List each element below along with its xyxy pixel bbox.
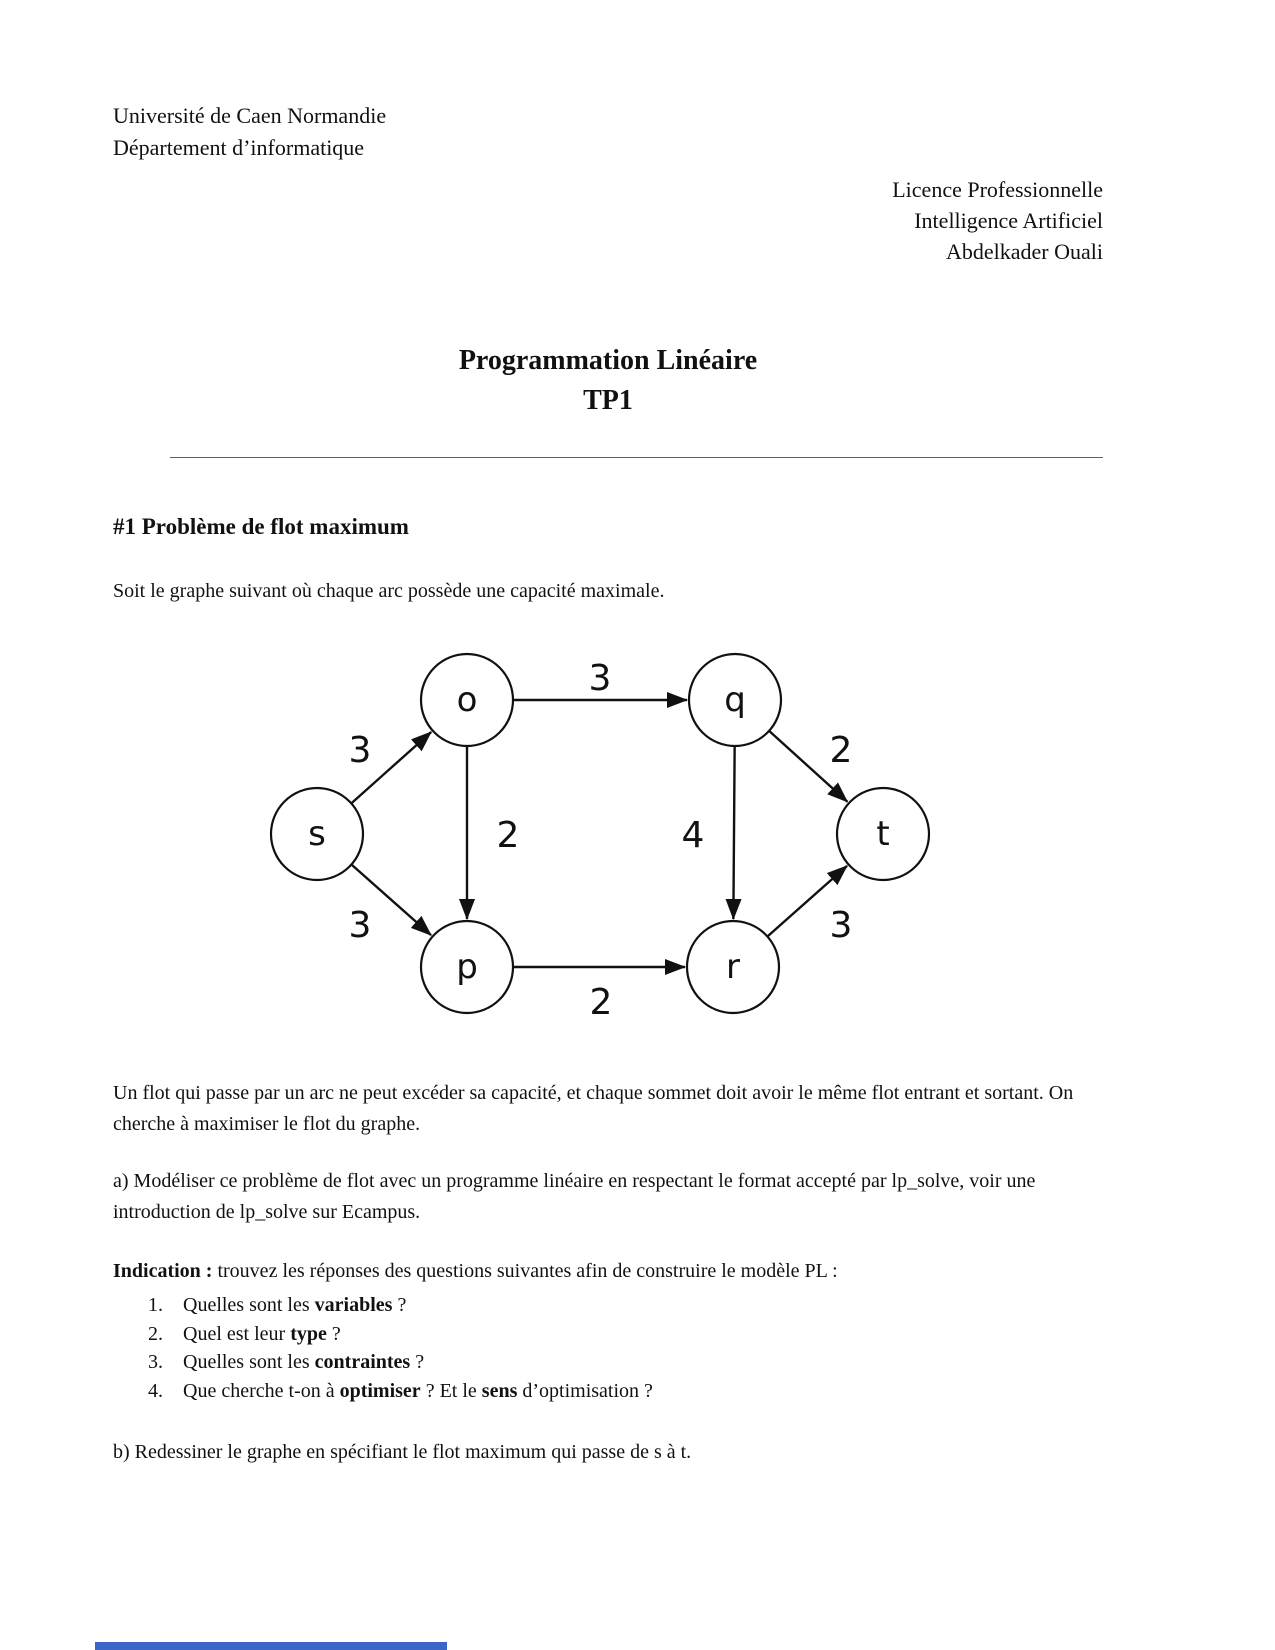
indication-paragraph: [113, 1256, 1103, 1287]
question-text: Quelles sont les: [183, 1294, 315, 1316]
question-keyword: optimiser: [339, 1379, 421, 1402]
author-line: Abdelkader Ouali: [946, 239, 1103, 264]
question-item-2: [148, 1320, 1103, 1349]
title-rule: [170, 457, 1103, 458]
max-flow-graph-figure: [263, 627, 1103, 1042]
capacity-label-o-q: 3: [588, 658, 612, 699]
indication-text: trouvez les réponses des questions suivantes afin de construire le modèle PL :: [212, 1260, 838, 1282]
question-number: 4.: [148, 1379, 163, 1402]
title-line-2: TP1: [583, 385, 633, 416]
edge-q-r: [733, 746, 734, 919]
specialty-line: Intelligence Artificiel: [914, 208, 1103, 233]
node-label-t: t: [876, 814, 890, 854]
program-line: Licence Professionnelle: [892, 177, 1103, 202]
capacity-label-o-p: 2: [496, 815, 520, 856]
document-header: [113, 100, 1103, 267]
indication-label: Indication :: [113, 1260, 213, 1282]
question-item-3: [148, 1348, 1103, 1377]
node-label-o: o: [456, 680, 478, 720]
question-keyword: variables: [314, 1294, 393, 1316]
question-text: d’optimisation ?: [517, 1379, 653, 1402]
flow-definition-paragraph: Un flot qui passe par un arc ne peut excéder sa capacité, et chaque sommet doit avoir le même flot entrant et sortant. On cherche à maximiser le flot du graphe.: [113, 1082, 1074, 1135]
question-text: Quelles sont les: [183, 1351, 315, 1373]
node-label-r: r: [726, 947, 740, 987]
capacity-label-q-r: 4: [681, 815, 705, 856]
question-b-paragraph: b) Redessiner le graphe en spécifiant le flot maximum qui passe de s à t.: [113, 1441, 692, 1463]
intro-paragraph: Soit le graphe suivant où chaque arc possède une capacité maximale.: [113, 580, 665, 602]
question-item-4: [148, 1377, 1103, 1406]
question-list: [113, 1291, 1103, 1405]
capacity-label-s-o: 3: [348, 730, 372, 771]
question-text: ? Et le: [420, 1379, 482, 1402]
affiliation-block: [113, 174, 1103, 267]
capacity-label-r-t: 3: [829, 905, 853, 946]
question-a-paragraph: a) Modéliser ce problème de flot avec un programme linéaire en respectant le format accepté par lp_solve, voir une introduction de lp_solve sur Ecampus.: [113, 1170, 1036, 1223]
question-text: ?: [410, 1351, 425, 1373]
node-label-q: q: [724, 680, 746, 720]
title-line-1: Programmation Linéaire: [458, 345, 758, 376]
question-keyword: sens: [481, 1379, 518, 1402]
section-heading: #1 Problème de flot maximum: [113, 514, 409, 539]
question-text: Quel est leur: [183, 1322, 291, 1345]
node-label-s: s: [308, 814, 326, 854]
bottom-blue-bar: [95, 1642, 447, 1650]
max-flow-graph-svg: [263, 627, 943, 1037]
question-text: ?: [326, 1322, 341, 1345]
question-text: Que cherche t-on à: [183, 1379, 340, 1402]
university-line: Université de Caen Normandie: [113, 103, 387, 128]
institution-block: [113, 100, 1103, 164]
capacity-label-p-r: 2: [589, 982, 613, 1023]
capacity-label-q-t: 2: [829, 730, 853, 771]
question-number: 1.: [148, 1294, 163, 1316]
department-line: Département d’informatique: [113, 135, 365, 160]
question-item-1: [148, 1291, 1103, 1320]
document-title: [113, 341, 1103, 421]
capacity-label-s-p: 3: [348, 905, 372, 946]
question-number: 3.: [148, 1351, 163, 1373]
question-number: 2.: [148, 1322, 163, 1345]
question-keyword: contraintes: [314, 1351, 411, 1373]
question-keyword: type: [290, 1322, 327, 1345]
question-text: ?: [392, 1294, 407, 1316]
node-label-p: p: [456, 947, 478, 987]
